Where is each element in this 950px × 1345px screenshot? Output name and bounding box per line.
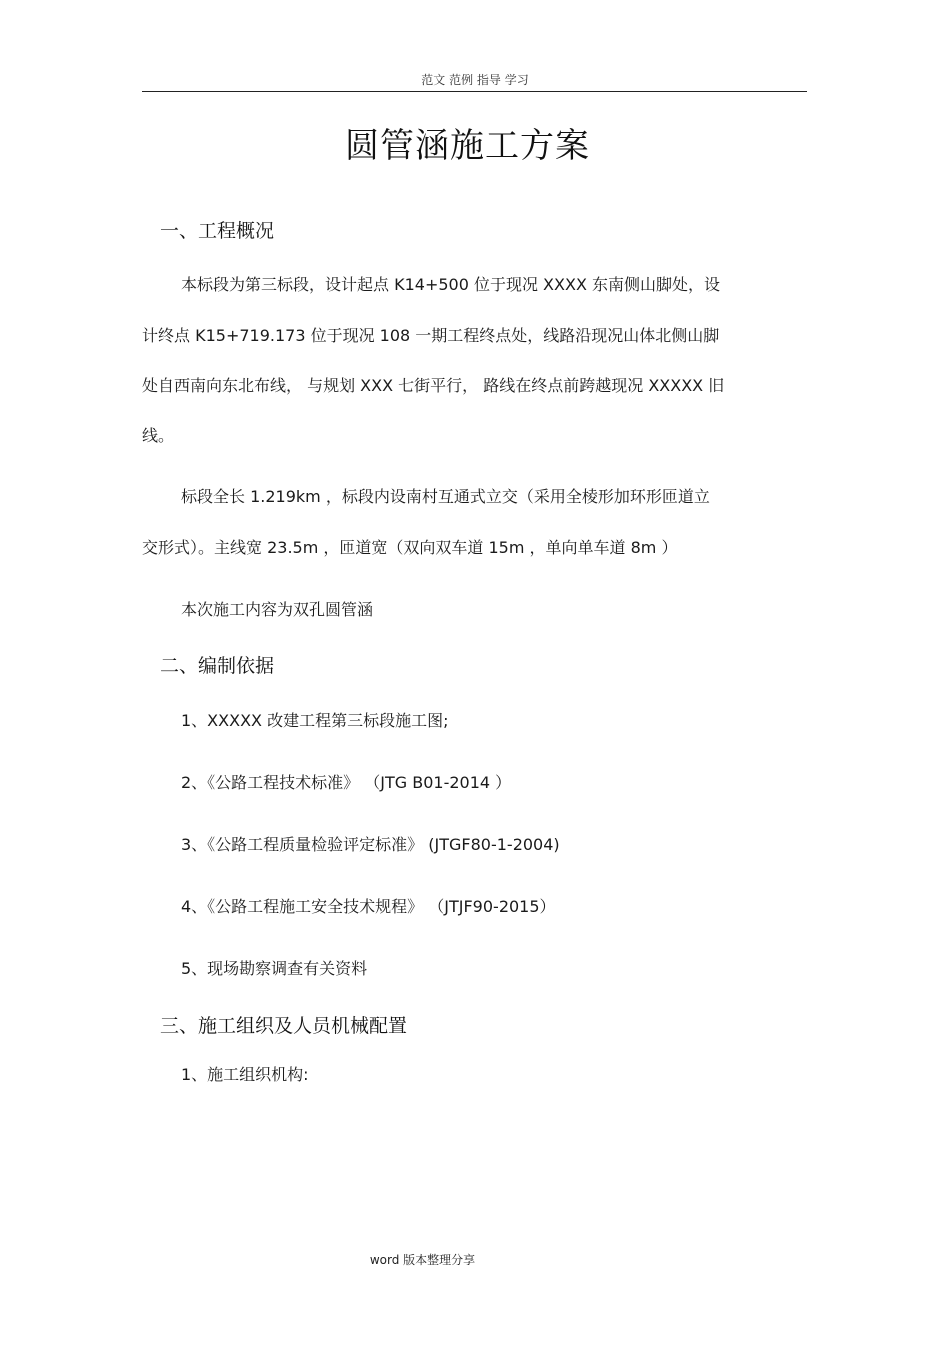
overview-para1-line1: 本标段为第三标段，设计起点 K14+500 位于现况 XXXX 东南侧山脚处，设 (181, 275, 720, 294)
overview-para2-line2: 交形式）。主线宽 23.5m ，匝道宽（双向双车道 15m ，单向单车道 8m ） (142, 538, 678, 557)
overview-para1-line4: 线。 (142, 426, 175, 445)
basis-item-2: 2、《公路工程技术标准》 （JTG B01-2014 ） (181, 773, 512, 792)
overview-para1-line2: 计终点 K15+719.173 位于现况 108 一期工程终点处，线路沿现况山体北侧山脚 (142, 326, 720, 345)
organization-item-1: 1、施工组织机构: (181, 1065, 309, 1084)
basis-item-5: 5、现场勘察调查有关资料 (181, 959, 368, 978)
section-heading-basis: 二、编制依据 (160, 655, 275, 677)
basis-item-1: 1、XXXXX 改建工程第三标段施工图; (181, 711, 449, 730)
overview-para2-line1: 标段全长 1.219km ，标段内设南村互通式立交（采用全棱形加环形匝道立 (181, 487, 710, 506)
section-heading-overview: 一、工程概况 (160, 220, 275, 242)
overview-para1-line3: 处自西南向东北布线， 与规划 XXX 七街平行， 路线在终点前跨越现况 XXXXX 旧 (142, 376, 725, 395)
page-header: 范文 范例 指导 学习 (421, 73, 529, 87)
page-footer: word 版本整理分享 (369, 1253, 476, 1267)
document-title: 圆管涵施工方案 (345, 126, 590, 166)
section-heading-organization: 三、施工组织及人员机械配置 (160, 1015, 408, 1037)
basis-item-3: 3、《公路工程质量检验评定标准》 (JTGF80-1-2004) (181, 835, 560, 854)
header-divider (142, 91, 807, 92)
overview-para3: 本次施工内容为双孔圆管涵 (181, 600, 374, 619)
basis-item-4: 4、《公路工程施工安全技术规程》 （JTJF90-2015） (181, 897, 556, 916)
